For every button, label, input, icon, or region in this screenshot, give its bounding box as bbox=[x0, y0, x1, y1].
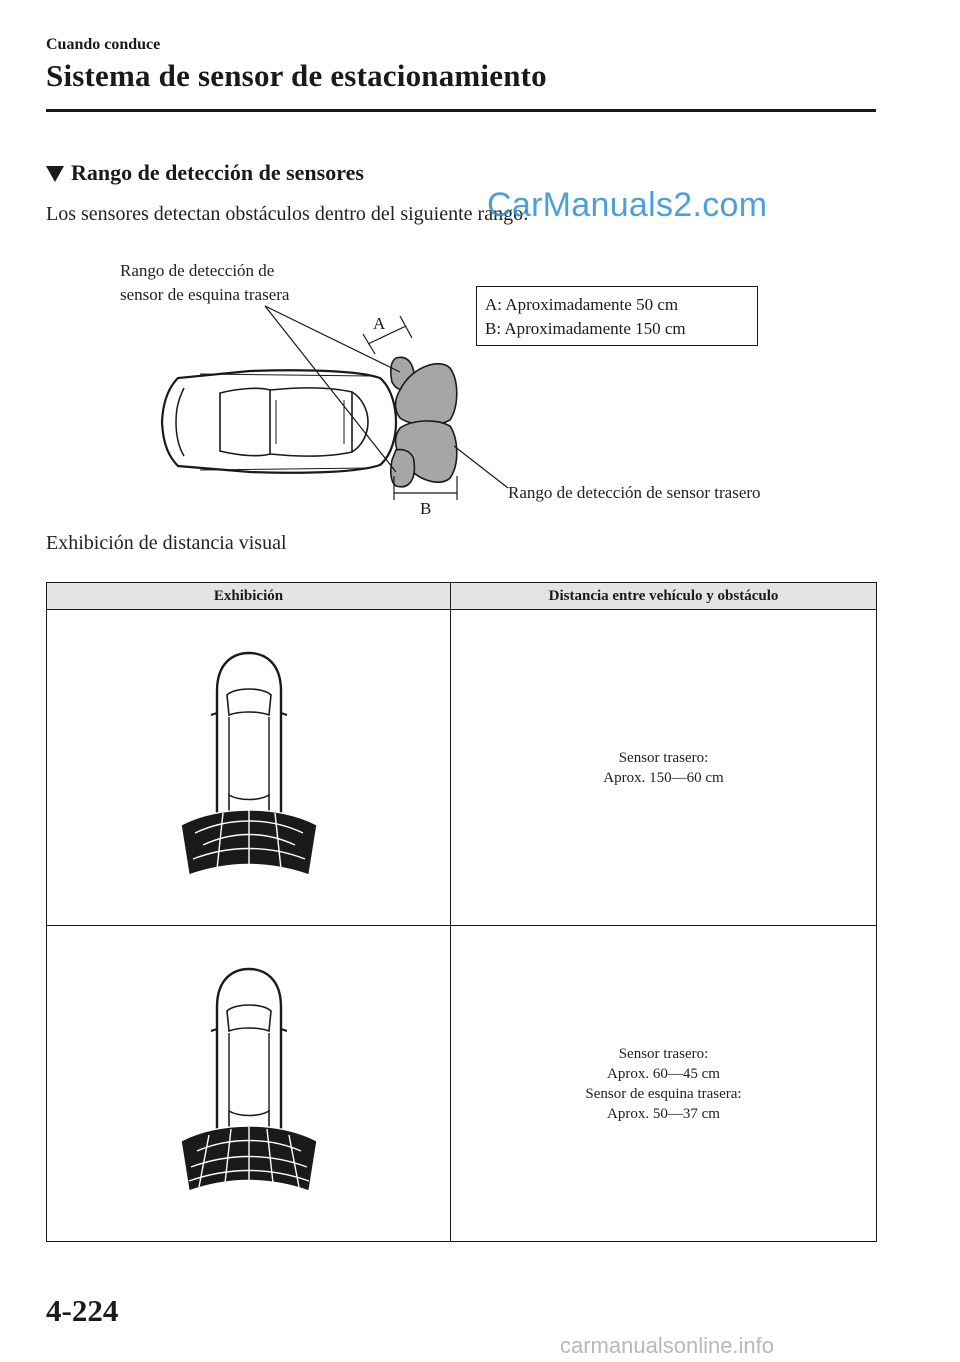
row1-line1: Sensor trasero: bbox=[618, 749, 709, 766]
distance-text-cell bbox=[451, 926, 877, 1242]
row2-line4: Aprox. 50—37 cm bbox=[607, 1105, 720, 1122]
distance-text-row1 bbox=[451, 748, 876, 788]
distance-text-row2 bbox=[451, 1044, 876, 1124]
dimension-b-label: B bbox=[420, 499, 432, 518]
column-header-distance: Distancia entre vehículo y obstáculo bbox=[451, 583, 877, 610]
legend-a: A: Aproximadamente 50 cm bbox=[485, 295, 679, 314]
rear-corner-distance-arcs bbox=[181, 1126, 317, 1191]
legend-b: B: Aproximadamente 150 cm bbox=[485, 319, 686, 338]
distance-legend-box bbox=[476, 286, 758, 346]
rear-range-label: Rango de detección de sensor trasero bbox=[508, 483, 761, 502]
column-header-display: Exhibición bbox=[47, 583, 451, 610]
page-number: 4-224 bbox=[46, 1293, 119, 1328]
table-row bbox=[47, 926, 877, 1242]
distance-text-cell bbox=[451, 610, 877, 926]
chapter-label: Cuando conduce bbox=[46, 36, 161, 53]
row2-line1: Sensor trasero: bbox=[618, 1045, 709, 1062]
page-title: Sistema de sensor de estacionamiento bbox=[46, 58, 547, 93]
rear-and-corner-display-icon bbox=[169, 961, 329, 1201]
footer-site-watermark: carmanualsonline.info bbox=[560, 1333, 775, 1358]
row2-line2: Aprox. 60—45 cm bbox=[607, 1065, 720, 1082]
section-heading-text: Rango de detección de sensores bbox=[71, 160, 364, 185]
car-top-view-icon bbox=[162, 370, 396, 472]
triangle-bullet-icon bbox=[46, 166, 64, 182]
display-image-cell bbox=[47, 610, 451, 926]
dimension-a-marker bbox=[363, 316, 412, 354]
title-divider bbox=[46, 109, 876, 112]
watermark-carmanuals: CarManuals2.com bbox=[487, 186, 768, 224]
row1-line2: Aprox. 150—60 cm bbox=[603, 769, 724, 786]
visual-distance-heading: Exhibición de distancia visual bbox=[46, 532, 287, 554]
corner-range-label-line1: Rango de detección de bbox=[120, 261, 275, 280]
row2-line3: Sensor de esquina trasera: bbox=[585, 1085, 742, 1102]
section-heading bbox=[46, 160, 364, 186]
table-row bbox=[47, 610, 877, 926]
intro-paragraph: Los sensores detectan obstáculos dentro del siguiente rango: bbox=[46, 203, 529, 225]
corner-range-label-line2: sensor de esquina trasera bbox=[120, 285, 290, 304]
distance-display-table bbox=[46, 582, 877, 1242]
table-header-row bbox=[47, 583, 877, 610]
display-image-cell bbox=[47, 926, 451, 1242]
rear-sensor-display-icon bbox=[169, 645, 329, 885]
dimension-a-label: A bbox=[373, 314, 386, 333]
